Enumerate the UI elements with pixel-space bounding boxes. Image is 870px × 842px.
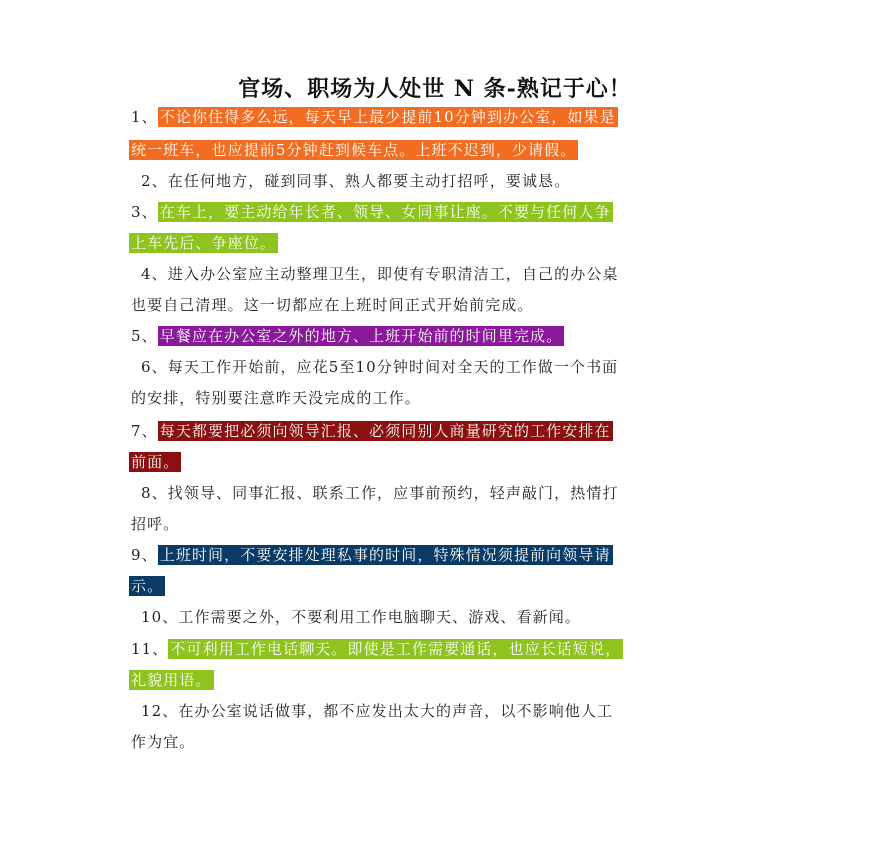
list-item-12-line-1: 12、在办公室说话做事，都不应发出太大的声音，以不影响他人工 [141, 702, 614, 720]
list-item-5-line-1 [131, 326, 564, 346]
list-item-4-line-2: 也要自己清理。这一切都应在上班时间正式开始前完成。 [131, 296, 534, 314]
list-item-11-line-1 [131, 639, 623, 659]
list-item-11-line-2 [131, 670, 214, 690]
highlighted-text: 每天都要把必须向领导汇报、必须同别人商量研究的工作安排在 [159, 422, 611, 440]
highlighted-text: 早餐应在办公室之外的地方、上班开始前的时间里完成。 [159, 327, 563, 345]
list-item-3-line-2 [131, 233, 278, 253]
highlighted-text: 不论你住得多么远，每天早上最少提前10分钟到办公室，如果是 [159, 108, 616, 126]
item-number: 5、 [131, 327, 158, 345]
item-number: 11、 [131, 640, 169, 658]
list-item-3-line-1 [131, 202, 613, 222]
highlighted-text: 礼貌用语。 [131, 671, 212, 689]
list-item-1-line-2 [131, 140, 578, 160]
list-item-8-line-2: 招呼。 [131, 515, 180, 533]
list-item-2-line-1: 2、在任何地方，碰到同事、熟人都要主动打招呼，要诚恳。 [141, 172, 571, 190]
highlighted-text: 统一班车，也应提前5分钟赶到候车点。上班不迟到，少请假。 [131, 141, 577, 159]
list-item-9-line-2 [131, 576, 165, 596]
list-item-12-line-2: 作为宜。 [131, 733, 196, 751]
highlighted-text: 不可利用工作电话聊天。即使是工作需要通话，也应长话短说， [170, 640, 622, 658]
item-number: 3、 [131, 203, 158, 221]
highlighted-text: 上车先后、争座位。 [131, 234, 276, 252]
highlighted-text: 前面。 [131, 453, 180, 471]
list-item-10-line-1: 10、工作需要之外，不要利用工作电脑聊天、游戏、看新闻。 [141, 608, 581, 626]
list-item-7-line-1 [131, 421, 613, 441]
list-item-6-line-2: 的安排，特别要注意昨天没完成的工作。 [131, 389, 421, 407]
list-item-7-line-2 [131, 452, 181, 472]
list-item-6-line-1: 6、每天工作开始前，应花5至10分钟时间对全天的工作做一个书面 [141, 358, 619, 376]
highlighted-text: 示。 [131, 577, 164, 595]
item-number: 1、 [131, 108, 158, 126]
list-item-4-line-1: 4、进入办公室应主动整理卫生，即使有专职清洁工，自己的办公桌 [141, 265, 619, 283]
list-item-8-line-1: 8、找领导、同事汇报、联系工作，应事前预约，轻声敲门，热情打 [141, 484, 619, 502]
highlighted-text: 在车上，要主动给年长者、领导、女同事让座。不要与任何人争 [159, 203, 611, 221]
highlighted-text: 上班时间，不要安排处理私事的时间，特殊情况须提前向领导请 [159, 546, 611, 564]
item-number: 9、 [131, 546, 158, 564]
list-item-1-line-1 [131, 107, 618, 127]
page-title: 官场、职场为人处世 N 条-熟记于心！ [238, 76, 632, 102]
list-item-9-line-1 [131, 545, 613, 565]
item-number: 7、 [131, 422, 158, 440]
